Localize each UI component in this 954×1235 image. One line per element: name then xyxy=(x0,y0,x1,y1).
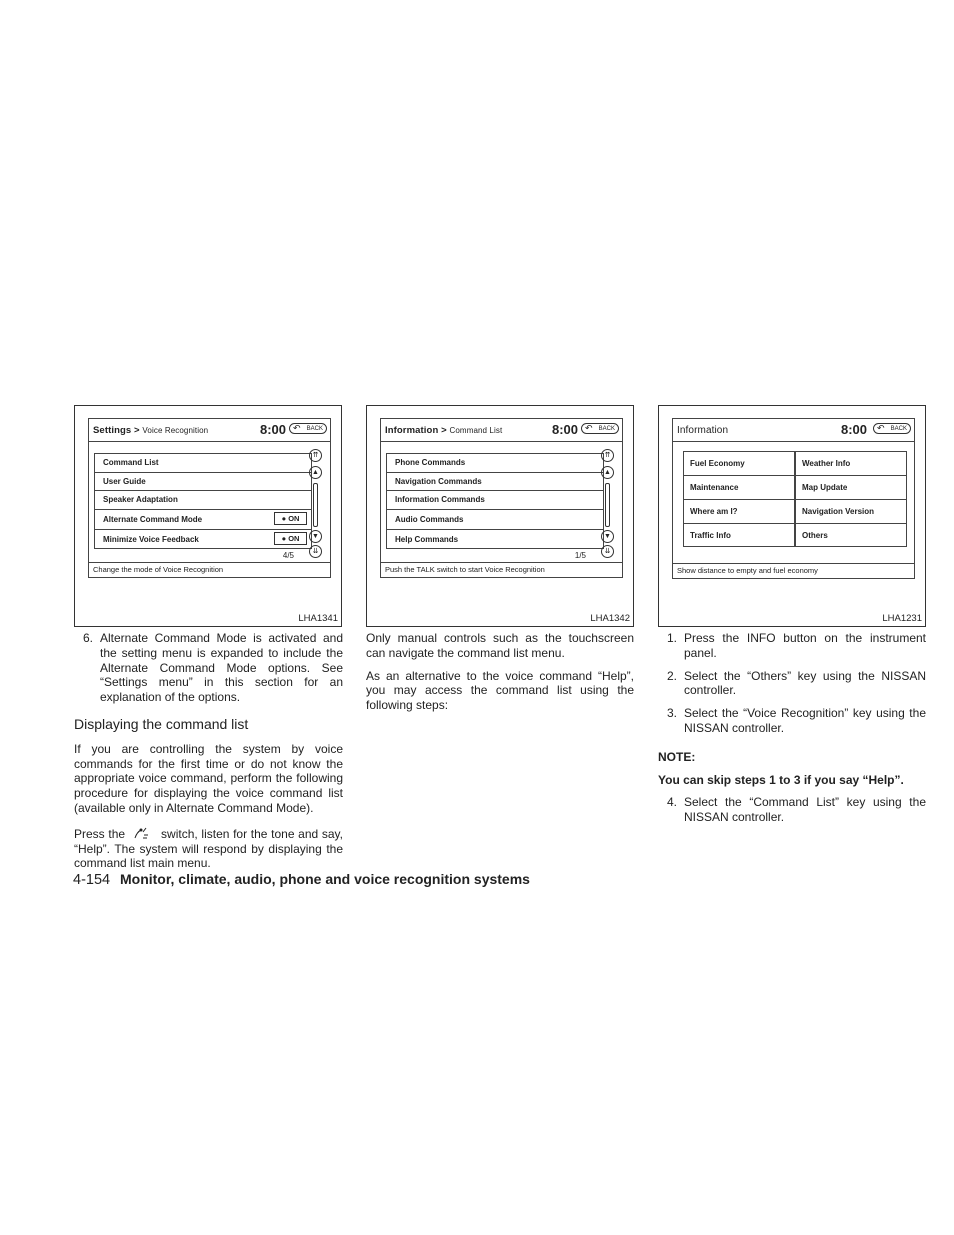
info-key-where-am-i[interactable]: Where am I? xyxy=(683,499,795,523)
clock: 8:00 xyxy=(552,422,579,437)
list-item: 3. Select the “Voice Recognition” key using the NISSAN controller. xyxy=(667,706,926,735)
list-item: 6. Alternate Command Mode is activated and the setting menu is expanded to include the Alternate Command Mode options. See “Settings menu” in this section for an explanation of the options. xyxy=(83,631,343,705)
back-button[interactable]: ↶ BACK xyxy=(581,423,619,434)
screen-title: Information xyxy=(677,425,729,436)
screen-title: Information > Command List xyxy=(385,425,503,436)
page-indicator: 4/5 xyxy=(282,551,294,560)
clock: 8:00 xyxy=(260,422,287,437)
list-item: 4. Select the “Command List” key using the NISSAN controller. xyxy=(667,795,926,825)
status-bar: Push the TALK switch to start Voice Recognition xyxy=(381,562,622,577)
info-key-navigation-version[interactable]: Navigation Version xyxy=(795,499,907,523)
paragraph: If you are controlling the system by voice commands for the first time or do not know the appropriate voice command, perform the following procedure for displaying the voice command list (available only in Alternate Command Mode). xyxy=(74,741,343,815)
screen xyxy=(672,418,915,579)
status-bar: Show distance to empty and fuel economy xyxy=(673,563,914,578)
figure-code: LHA1342 xyxy=(590,613,630,624)
scroll-bottom-icon[interactable]: ⇊ xyxy=(309,545,322,558)
menu-list xyxy=(386,453,604,549)
figure-information-menu xyxy=(658,405,926,627)
figure-code: LHA1231 xyxy=(882,613,922,624)
screen xyxy=(380,418,623,578)
note-body: You can skip steps 1 to 3 if you say “Help”. xyxy=(658,772,904,787)
menu-item[interactable]: Navigation Commands xyxy=(386,472,604,491)
figure-code: LHA1341 xyxy=(298,613,338,624)
menu-item[interactable]: User Guide xyxy=(94,472,312,491)
paragraph: Press the switch, listen for the tone and say, “Help”. The system will respond by displaying the command list main menu. xyxy=(74,826,343,871)
back-button[interactable]: ↶ BACK xyxy=(289,423,327,434)
screen-header xyxy=(89,419,330,442)
column-3 xyxy=(658,631,926,833)
info-key-fuel-economy[interactable]: Fuel Economy xyxy=(683,451,795,475)
scroll-up-icon[interactable]: ▲ xyxy=(309,466,322,479)
scroll-bottom-icon[interactable]: ⇊ xyxy=(601,545,614,558)
scroll-track[interactable] xyxy=(313,483,318,527)
screen xyxy=(88,418,331,578)
screen-header xyxy=(673,419,914,442)
menu-item[interactable]: Help Commands xyxy=(386,529,604,549)
screen-header xyxy=(381,419,622,442)
menu-item[interactable]: Minimize Voice Feedback ● ON xyxy=(94,529,312,549)
menu-item[interactable]: Speaker Adaptation xyxy=(94,490,312,509)
scroll-top-icon[interactable]: ⇈ xyxy=(601,449,614,462)
screen-title: Settings > Voice Recognition xyxy=(93,425,209,436)
status-bar: Change the mode of Voice Recognition xyxy=(89,562,330,577)
info-key-map-update[interactable]: Map Update xyxy=(795,475,907,499)
info-grid xyxy=(683,451,908,547)
menu-list xyxy=(94,453,312,549)
paragraph: Only manual controls such as the touchscreen can navigate the command list menu. xyxy=(366,631,634,660)
column-1 xyxy=(74,631,343,879)
scrollbar[interactable] xyxy=(308,449,324,557)
section-heading: Displaying the command list xyxy=(74,715,249,732)
screen-subtitle: Voice Recognition xyxy=(142,426,209,435)
scroll-down-icon[interactable]: ▼ xyxy=(601,530,614,543)
info-key-maintenance[interactable]: Maintenance xyxy=(683,475,795,499)
list-item: 1. Press the INFO button on the instrument panel. xyxy=(667,631,926,660)
talk-switch-icon xyxy=(131,826,155,840)
menu-item[interactable]: Information Commands xyxy=(386,490,604,509)
page-indicator: 1/5 xyxy=(574,551,586,560)
menu-item[interactable]: Phone Commands xyxy=(386,453,604,472)
back-button[interactable]: ↶ BACK xyxy=(873,423,911,434)
paragraph: As an alternative to the voice command “Help”, you may access the command list using the following steps: xyxy=(366,668,634,713)
menu-item[interactable]: Alternate Command Mode ● ON xyxy=(94,509,312,529)
clock: 8:00 xyxy=(841,422,868,437)
scrollbar[interactable] xyxy=(600,449,616,557)
column-2 xyxy=(366,631,634,721)
list-item: 2. Select the “Others” key using the NISSAN controller. xyxy=(667,668,926,698)
note-heading: NOTE: xyxy=(658,749,696,764)
chapter-title: Monitor, climate, audio, phone and voice recognition systems xyxy=(119,871,530,887)
screen-subtitle: Command List xyxy=(449,426,503,435)
scroll-down-icon[interactable]: ▼ xyxy=(309,530,322,543)
page-number: 4-154 xyxy=(73,872,111,888)
info-key-weather-info[interactable]: Weather Info xyxy=(795,451,907,475)
scroll-up-icon[interactable]: ▲ xyxy=(601,466,614,479)
info-key-others[interactable]: Others xyxy=(795,523,907,547)
scroll-track[interactable] xyxy=(605,483,610,527)
page-footer xyxy=(73,871,530,888)
toggle-on[interactable]: ● ON xyxy=(274,512,307,525)
figure-settings-voice-recognition xyxy=(74,405,342,627)
menu-item[interactable]: Audio Commands xyxy=(386,509,604,529)
figure-information-command-list xyxy=(366,405,634,627)
scroll-top-icon[interactable]: ⇈ xyxy=(309,449,322,462)
info-key-traffic-info[interactable]: Traffic Info xyxy=(683,523,795,547)
menu-item[interactable]: Command List xyxy=(94,453,312,472)
toggle-on[interactable]: ● ON xyxy=(274,532,307,545)
